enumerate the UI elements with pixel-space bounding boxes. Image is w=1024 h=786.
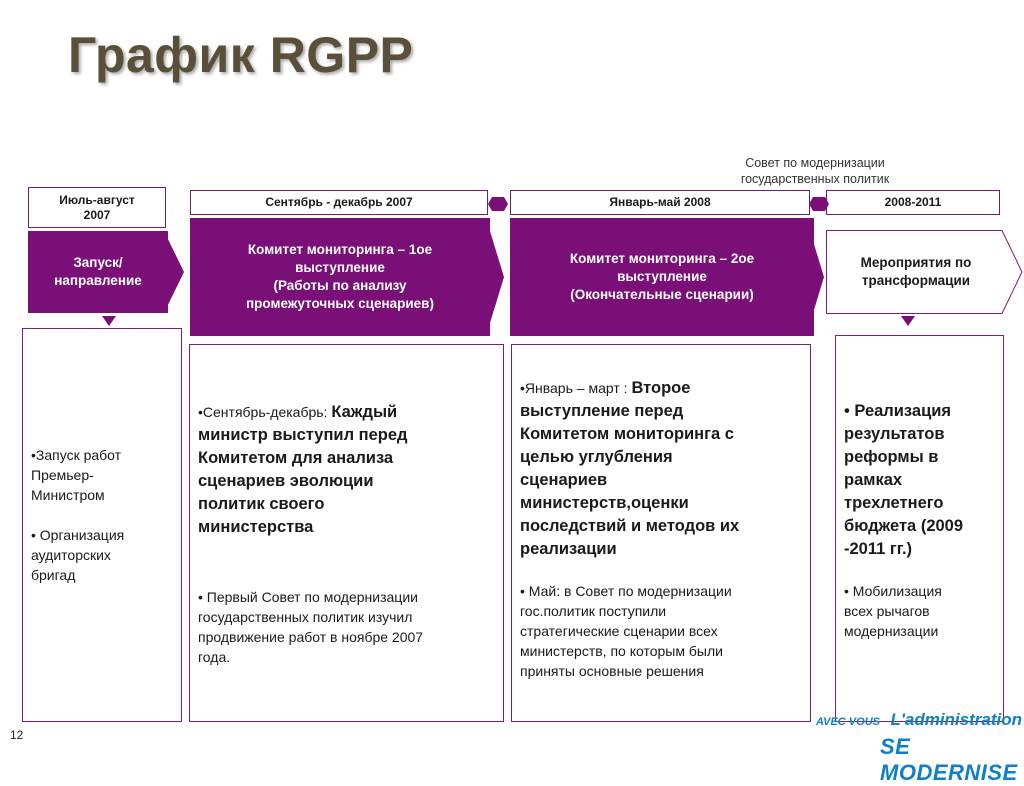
arrow-text: промежуточных сценариев) [246,296,434,311]
content-box-launch [22,328,182,722]
bullet-bold: сценариев эволюции [198,472,374,490]
bullet-text: года. [198,649,231,665]
bullet-text: стратегические сценарии всех [520,623,718,639]
period-text: Июль-август [59,192,135,207]
bullet-text: министерств, по которым были [520,643,723,659]
arrow-text: Комитет мониторинга – 1ое [247,242,433,257]
bullet-bold: бюджета (2009 [844,517,964,535]
bullet-text: бригад [31,567,76,583]
bullet-bold-block [844,400,995,561]
arrow-text: выступление [617,269,707,284]
bullet-text: гос.политик поступили [520,603,667,619]
arrow-transformation-measures [826,230,1006,314]
content-box-first-session [189,344,504,722]
bullet-lead: •Сентябрь-декабрь: [198,404,332,420]
bullet-bold: реформы в [844,448,939,466]
bullet-text: • Первый Совет по модернизации [198,589,418,605]
arrow-text: Комитет мониторинга – 2ое [569,251,755,266]
bullet-bold: политик своего [198,495,325,513]
brand-logo-line1 [816,710,1022,730]
bullet-bold-block [198,401,495,539]
period-text: 2008-2011 [884,195,942,209]
bullet-text: • Организация [31,527,125,543]
bullet-bold: результатов [844,425,945,443]
brand-logo-line2: SE MODERNISE [880,734,1018,785]
period-box-jul-aug-2007 [28,187,166,228]
bullet-text: • Мобилизация [844,583,942,599]
down-triangle-icon [901,316,915,326]
bullet-text: модернизации [844,623,939,639]
arrow-committee-second-session [510,218,814,336]
bullet-text: государственных политик изучил [198,609,413,625]
bullet-bold: реализации [520,540,617,558]
bullet-bold: Комитетом мониторинга с [520,425,734,443]
arrow-text: трансформации [861,273,971,288]
arrow-text: выступление [295,260,385,275]
bullet-bold: выступление перед [520,402,684,420]
council-note [712,155,918,187]
bullet-text: Премьер- [31,467,94,483]
hexagon-connector-icon [488,197,508,211]
council-note-line2: государственных политик [740,172,890,186]
period-text: Сентябрь - декабрь 2007 [265,195,413,209]
bullet-lead: •Январь – март : [520,380,632,396]
bullet-bold: сценариев [520,471,608,489]
bullet-bold-block [520,377,802,561]
bullet-bold: Второе [631,379,691,397]
bullet-bold: трехлетнего [844,494,944,512]
period-box-2008-2011 [826,190,1000,215]
bullet-text: •Запуск работ [31,447,122,463]
bullet-bold: целью углубления [520,448,673,466]
down-triangle-icon [102,316,116,326]
bullet-text: аудиторских [31,547,111,563]
bullet-bold: -2011 гг.) [844,540,913,558]
period-text: Январь-май 2008 [609,195,711,209]
slide-title: График RGPP [68,27,414,83]
brand-main: L'administration [890,710,1022,729]
arrow-text: Запуск/ [73,255,123,270]
period-box-sep-dec-2007 [190,190,488,215]
bullet-bold: министерства [198,518,314,536]
council-note-line1: Совет по модернизации [745,156,885,170]
arrow-text: Мероприятия по [860,255,972,270]
arrow-text: (Работы по анализу [273,278,407,293]
hexagon-connector-icon [809,197,829,211]
bullet-bold: министерств,оценки [520,494,689,512]
bullet-text: приняты основные решения [520,663,704,679]
arrow-committee-first-session [190,218,490,336]
bullet-text: всех рычагов [844,603,930,619]
arrow-text: (Окончательные сценарии) [570,287,754,302]
arrow-text: направление [54,273,142,288]
content-box-transformation [835,335,1004,722]
bullet-text: продвижение работ в ноябре 2007 [198,629,424,645]
bullet-text: • Май: в Совет по модернизации [520,583,732,599]
bullet-bold: последствий и методов их [520,517,740,535]
period-box-jan-may-2008 [510,190,810,215]
bullet-bold: Каждый [331,403,398,421]
content-box-second-session [511,344,811,722]
bullet-bold: Комитетом для анализа [198,449,394,467]
brand-prefix: AVEC VOUS [816,716,880,728]
page-number: 12 [10,728,24,742]
bullet-text: Министром [31,487,105,503]
period-text: 2007 [83,207,111,222]
arrow-launch-direction [28,231,168,313]
bullet-bold: министр выступил перед [198,426,408,444]
bullet-bold: рамках [844,471,903,489]
bullet-bold: • Реализация [844,402,952,420]
